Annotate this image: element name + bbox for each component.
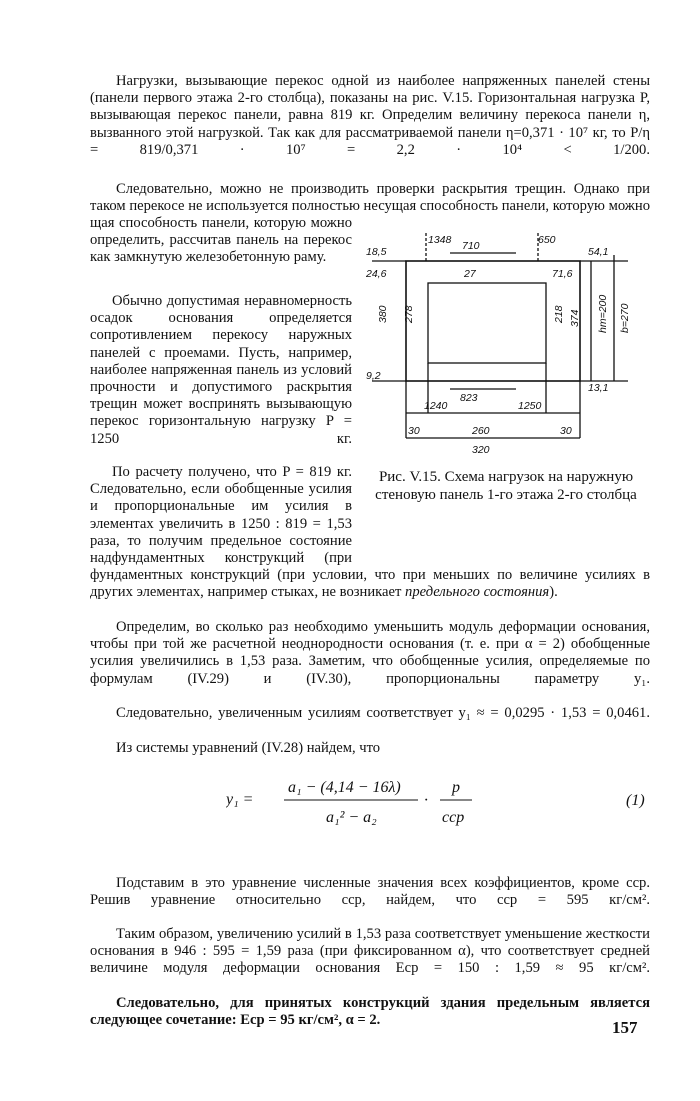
svg-text:218: 218 [553,305,565,323]
svg-text:71,6: 71,6 [552,268,573,280]
paragraph-settlement: Обычно допустимая неравномерность осадок основания определяется сопротивлением перекосу наружных панелей с проемами. Пусть, например, наиболее напряженная панель из условий прочности и допустимого раскрытия трещин может воспринять вызывающую перекос горизонтальную нагрузку P = 1250 кг. [90,293,352,447]
svg-text:9,2: 9,2 [366,370,381,382]
svg-text:hт=200: hт=200 [597,294,609,333]
paragraph-increased: Следовательно, увеличенным усилиям соответствует y₁ ≈ = 0,0295 · 1,53 = 0,0461. [116,705,650,721]
paragraph-cracks-cont: щая способность панели, которую можно определить, рассчитав панель на перекос как замкнутую железобетонную раму. [90,215,352,266]
svg-text:27: 27 [464,268,476,280]
svg-text:24,6: 24,6 [366,268,387,280]
paragraph-cracks: Следовательно, можно не производить проверки раскрытия трещин. Однако при таком перекосе не используется полностью несущая способность панели, которую можно [90,181,650,215]
svg-text:650: 650 [538,234,556,246]
svg-text:30: 30 [560,425,572,437]
svg-text:710: 710 [462,240,480,252]
paragraph-calculation: По расчету получено, что P = 819 кг. Следовательно, если обобщенные усилия и пропорциональные им усилия в элементах увеличить в 1250 : 819 = 1,53 раза, то получим предельное состояние надфундаментных конструкций (при [90,464,352,567]
load-scheme-diagram [366,233,642,455]
svg-text:380: 380 [377,305,389,323]
svg-text:1240: 1240 [424,400,448,412]
formula-p: p [452,779,460,796]
svg-text:13,1: 13,1 [588,382,609,394]
figure-caption: Рис. V.15. Схема нагрузок на наружную стеновую панель 1-го этажа 2-го столбца [375,469,637,503]
paragraph-loads: Нагрузки, вызывающие перекос одной из наиболее напряженных панелей стены (панели первого этажа 2-го столбца), показаны на рис. V.15. Горизонтальная нагрузка P, вызывающая перекос панели, равна 819 кг. Определим величину перекоса панели η, вызванного этой нагрузкой. Так как для рассматриваемой панели η=0,371 · 10⁷ кг, то P/η = 819/0,371 · 10⁷ = 2,2 · 10⁴ < 1/200. [90,73,650,158]
formula-times: · [424,792,428,809]
equation-number: (1) [626,792,645,809]
svg-text:18,5: 18,5 [366,246,387,258]
paragraph-conclusion: Следовательно, для принятых конструкций здания предельным является следующее сочетание: Eср = 95 кг/см², α = 2. [90,995,650,1029]
svg-text:320: 320 [472,444,490,455]
narrow-column [90,215,352,267]
formula-numerator: a₁ − (4,14 − 16λ) [288,779,401,796]
svg-text:30: 30 [408,425,420,437]
page-number: 157 [612,1018,638,1037]
svg-text:278: 278 [403,305,415,323]
formula-denominator: a₁² − a₂ [326,809,377,826]
svg-text:b=270: b=270 [619,303,631,333]
paragraph-modulus: Определим, во сколько раз необходимо уменьшить модуль деформации основания, чтобы при той же расчетной неоднородности основания (т. е. при α = 2) обобщенные усилия увеличились в 1,53 раза. Заметим, что обобщенные усилия, определяемые по формулам (IV.29) и (IV.30), пропорциональны параметру y₁. [90,619,650,687]
svg-text:374: 374 [569,309,581,327]
paragraph-calculation-cont: фундаментных конструкций (при условии, что при меньших по величине усилиях в других элементах, например стыках, не возникает предельного состояния). [90,567,650,601]
svg-text:1348: 1348 [428,234,452,246]
paragraph-system: Из системы уравнений (IV.28) найдем, что [116,740,381,756]
equation-1 [226,770,656,830]
paragraph-substitute: Подставим в это уравнение численные значения всех коэффициентов, кроме cср. Решив уравнение относительно cср, найдем, что cср = 595 кг/см². [90,875,650,909]
load-scheme-figure [366,233,642,455]
formula-lhs: y₁ = [226,791,254,808]
svg-text:54,1: 54,1 [588,246,609,258]
svg-text:1250: 1250 [518,400,542,412]
svg-text:823: 823 [460,392,478,404]
svg-text:260: 260 [472,425,490,437]
paragraph-thus: Таким образом, увеличению усилий в 1,53 раза соответствует уменьшение жесткости основания в 946 : 595 = 1,59 раза (при фиксированном α), что соответствует средней величине модуля деформации основания Eср = 150 : 1,59 ≈ 95 кг/см². [90,926,650,977]
formula-c: cср [442,809,465,826]
